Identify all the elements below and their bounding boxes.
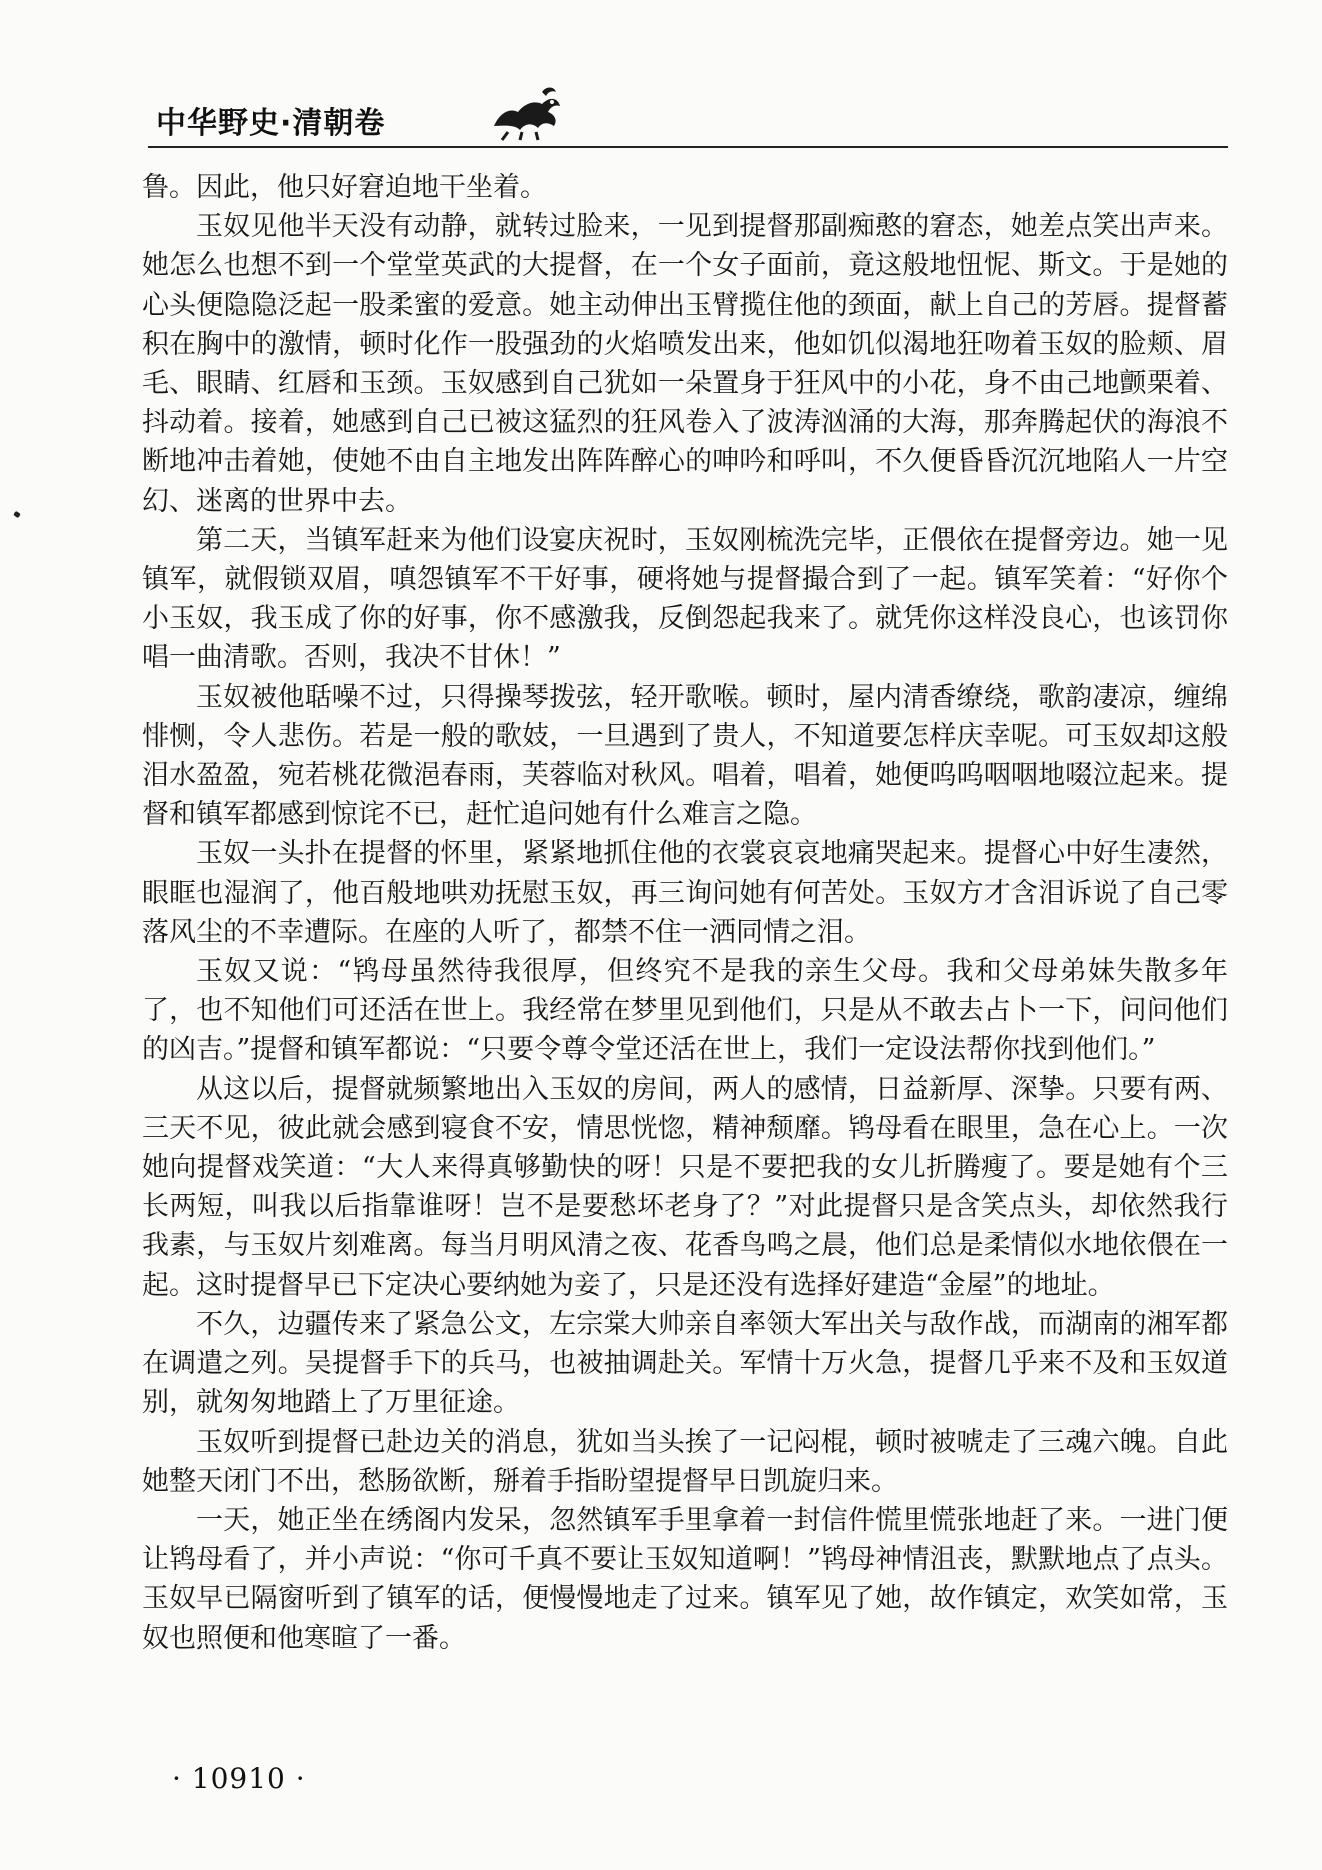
paragraph: 从这以后，提督就频繁地出入玉奴的房间，两人的感情，日益新厚、深挚。只要有两、三天不见，彼此就会感到寝食不安，情思恍惚，精神颓靡。鸨母看在眼里，急在心上。一次她向提督戏笑道：“大人来得真够勤快的呀！只是不要把我的女儿折腾瘦了。要是她有个三长两短，叫我以后指靠谁呀！岂不是要愁坏老身了？”对此提督只是含笑点头，却依然我行我素，与玉奴片刻难离。每当月明风清之夜、花香鸟鸣之晨，他们总是柔情似水地依偎在一起。这时提督早已下定决心要纳她为妾了，只是还没有选择好建造“金屋”的地址。 <box>142 1073 1228 1301</box>
page-number: · 10910 · <box>172 1762 306 1795</box>
header-divider <box>148 146 1228 148</box>
paragraph: 玉奴一头扑在提督的怀里，紧紧地抓住他的衣裳哀哀地痛哭起来。提督心中好生凄然，眼眶也湿润了，他百般地哄劝抚慰玉奴，再三询问她有何苦处。玉奴方才含泪诉说了自己零落风尘的不幸遭际。在座的人听了，都禁不住一洒同情之泪。 <box>142 838 1228 948</box>
paragraph: 玉奴听到提督已赴边关的消息，犹如当头挨了一记闷棍，顿时被唬走了三魂六魄。自此她整天闭门不出，愁肠欲断，掰着手指盼望提督早日凯旋归来。 <box>142 1426 1228 1497</box>
paragraph: 不久，边疆传来了紧急公文，左宗棠大帅亲自率领大军出关与敌作战，而湖南的湘军都在调遣之列。吴提督手下的兵马，也被抽调赴关。军情十万火急，提督几乎来不及和玉奴道别，就匆匆地踏上了万里征途。 <box>142 1308 1228 1419</box>
paragraph: 玉奴见他半天没有动静，就转过脸来，一见到提督那副痴憨的窘态，她差点笑出声来。她怎么也想不到一个堂堂英武的大提督，在一个女子面前，竟这般地忸怩、斯文。于是她的心头便隐隐泛起一股柔蜜的爱意。她主动伸出玉臂揽住他的颈面，献上自己的芳唇。提督蓄积在胸中的激情，顿时化作一股强劲的火焰喷发出来，他如饥似渴地狂吻着玉奴的脸颊、眉毛、眼睛、红唇和玉颈。玉奴感到自己犹如一朵置身于狂风中的小花，身不由己地颤栗着、抖动着。接着，她感到自己已被这猛烈的狂风卷入了波涛汹涌的大海，那奔腾起伏的海浪不断地冲击着她，使她不由自主地发出阵阵醉心的呻吟和呼叫，不久便昏昏沉沉地陷人一片空幻、迷离的世界中去。 <box>142 211 1228 517</box>
paragraph: 一天，她正坐在绣阁内发呆，忽然镇军手里拿着一封信件慌里慌张地赶了来。一进门便让鸨母看了，并小声说：“你可千真不要让玉奴知道啊！”鸨母神情沮丧，默默地点了点头。玉奴早已隔窗听到了镇军的话，便慢慢地走了过来。镇军见了她，故作镇定，欢笑如常，玉奴也照便和他寒暄了一番。 <box>142 1504 1228 1654</box>
book-title: 中华野史·清朝卷 <box>156 106 386 141</box>
paragraph: 第二天，当镇军赶来为他们设宴庆祝时，玉奴刚梳洗完毕，正偎依在提督旁边。她一见镇军，就假锁双眉，嗔怨镇军不干好事，硬将她与提督撮合到了一起。镇军笑着：“好你个小玉奴，我玉成了你的好事，你不感激我，反倒怨起我来了。就凭你这样没良心，也该罚你唱一曲清歌。否则，我决不甘休！” <box>142 524 1228 674</box>
dragon-emblem-icon <box>488 82 564 142</box>
paragraph: 玉奴又说：“鸨母虽然待我很厚，但终究不是我的亲生父母。我和父母弟妹失散多年了，也不知他们可还活在世上。我经常在梦里见到他们，只是从不敢去占卜一下，问问他们的凶吉。”提督和镇军都说：“只要令尊令堂还活在世上，我们一定设法帮你找到他们。” <box>142 956 1228 1066</box>
running-header <box>148 88 1228 148</box>
body-text <box>142 168 1228 1658</box>
paragraph: 玉奴被他聒噪不过，只得操琴拨弦，轻开歌喉。顿时，屋内清香缭绕，歌韵凄凉，缠绵悱恻，令人悲伤。若是一般的歌妓，一旦遇到了贵人，不知道要怎样庆幸呢。可玉奴却这般泪水盈盈，宛若桃花微浥春雨，芙蓉临对秋风。唱着，唱着，她便呜呜咽咽地啜泣起来。提督和镇军都感到惊诧不已，赶忙追问她有什么难言之隐。 <box>142 681 1228 831</box>
paragraph: 鲁。因此，他只好窘迫地干坐着。 <box>142 172 547 203</box>
scan-mark <box>13 511 21 519</box>
